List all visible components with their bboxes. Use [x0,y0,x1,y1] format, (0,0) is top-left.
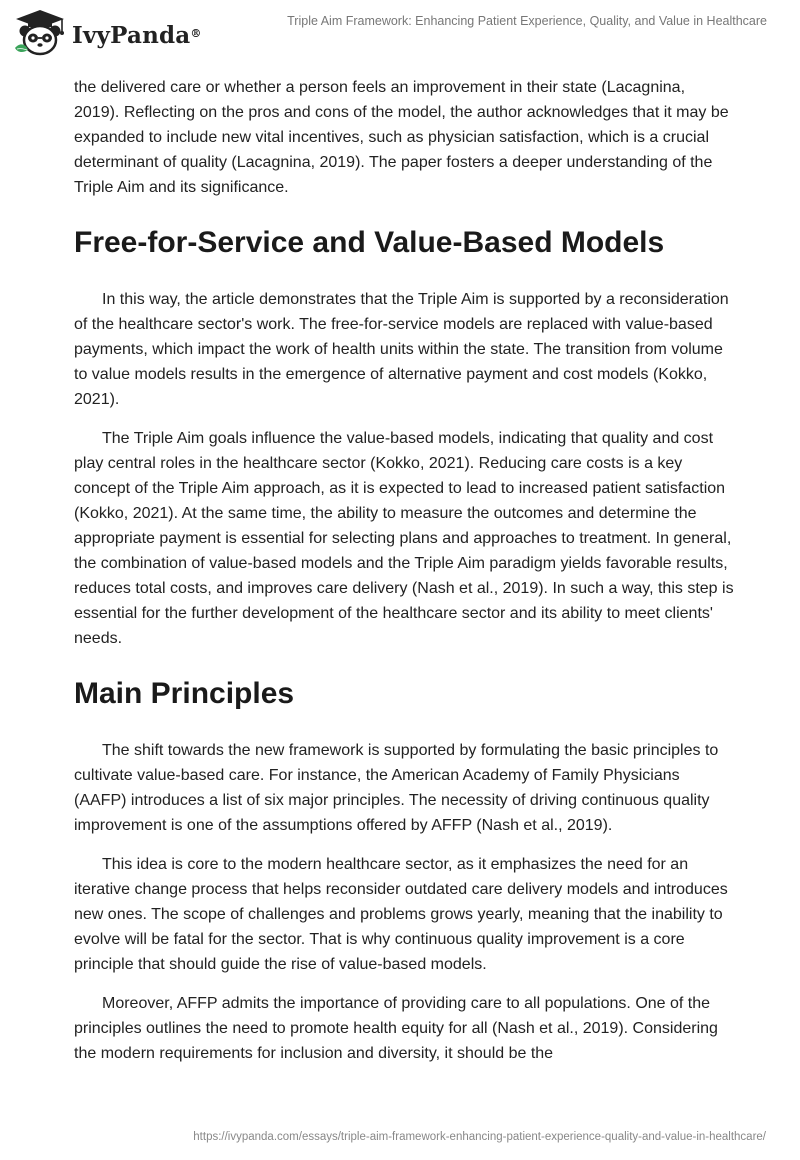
paragraph-intro: the delivered care or whether a person feels an improvement in their state (Lacagnina, 2019). Reflecting on the pros and cons of the model, the author acknowledges that it may be expanded to include new vital incentives, such as physician satisfaction, which is a crucial determinant of quality (Lacagnina, 2019). The paper fosters a deeper understanding of the Triple Aim and its significance. [74,79,729,196]
paragraph-mp-3: Moreover, AFFP admits the importance of providing care to all populations. One of the principles outlines the need to promote health equity for all (Nash et al., 2019). Considering the modern requirements for inclusion and diversity, it should be the [74,995,718,1062]
paragraph-ffs-2: The Triple Aim goals influence the value-based models, indicating that quality and cost play central roles in the healthcare sector (Kokko, 2021). Reducing care costs is a key concept of the Triple Aim approach, as it is expected to lead to increased patient satisfaction (Kokko, 2021). At the same time, the ability to measure the outcomes and determine the appropriate payment is essential for selecting plans and approaches to treatment. In general, the combination of value-based models and the Triple Aim paradigm yields favorable results, reduces total costs, and improves care delivery (Nash et al., 2019). In such a way, this step is essential for the further development of the healthcare sector and its ability to meet clients' needs. [74,430,734,647]
registered-mark: ® [190,26,202,40]
heading-main-principles: Main Principles [74,677,295,710]
logo-wordmark [72,22,202,49]
source-url[interactable]: https://ivypanda.com/essays/triple-aim-framework-enhancing-patient-experience-quality-and-value-in-healthcare/ [193,1131,766,1143]
document-title: Triple Aim Framework: Enhancing Patient Experience, Quality, and Value in Healthcare [287,14,767,28]
paragraph-mp-2: This idea is core to the modern healthcare sector, as it emphasizes the need for an iterative change process that helps reconsider outdated care delivery models and introduces new ones. The scope of challenges and problems grows yearly, meaning that the inability to evolve will be fatal for the sector. That is why continuous quality improvement is a core principle that should guide the rise of value-based models. [74,856,728,973]
page-header [0,0,800,62]
logo-text: IvyPanda [72,21,191,49]
panda-graduate-icon [12,8,68,58]
heading-free-for-service: Free-for-Service and Value-Based Models [74,226,665,259]
essay-content [74,75,734,1080]
ivypanda-logo[interactable] [12,8,202,58]
paragraph-ffs-1: In this way, the article demonstrates that the Triple Aim is supported by a reconsideration of the healthcare sector's work. The free-for-service models are replaced with value-based payments, which impact the work of health units within the state. The transition from volume to value models results in the emergence of alternative payment and cost models (Kokko, 2021). [74,291,729,408]
paragraph-mp-1: The shift towards the new framework is supported by formulating the basic principles to cultivate value-based care. For instance, the American Academy of Family Physicians (AAFP) introduces a list of six major principles. The necessity of driving continuous quality improvement is one of the assumptions offered by AFFP (Nash et al., 2019). [74,742,719,834]
